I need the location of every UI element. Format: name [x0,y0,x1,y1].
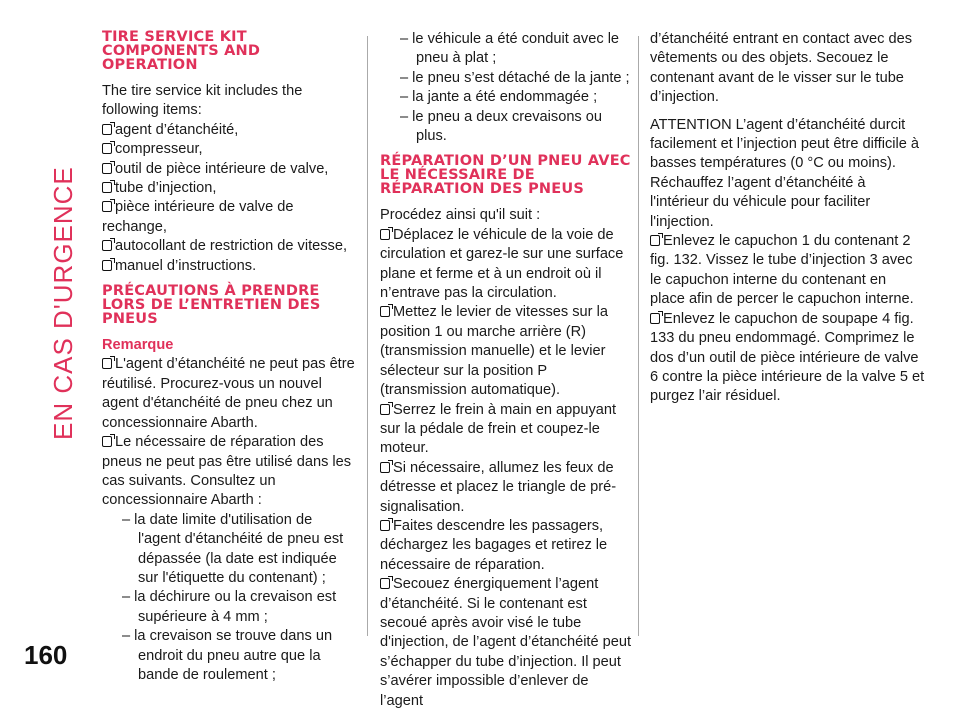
paragraph: Procédez ainsi qu'il suit : [380,207,541,224]
remark-label: Remarque [102,337,174,354]
bullet-icon [102,358,112,369]
bullet-icon [380,578,390,589]
sub-item: – la jante a été endommagée ; [400,89,598,106]
list-item: Le nécessaire de réparation des pneus ne peut pas être utilisé dans les cas suivants. Consultez un concessionnaire Abarth : [102,434,352,509]
sub-item: – le véhicule a été conduit avec le pneu à plat ; [400,31,620,67]
bullet-icon [380,462,390,473]
column-3 [650,30,925,407]
list-item: agent d’étanchéité, [102,121,357,140]
list-item: Mettez le levier de vitesses sur la position 1 ou marche arrière (R) (transmission manuelle) et le levier sélecteur sur la position P (transmission automatique). [380,304,608,399]
sub-item: – la date limite d'utilisation de l'agent d'étanchéité de pneu est dépassée (la date est indiquée sur l'étiquette du contenant) ; [122,511,344,586]
column-divider [367,36,368,636]
list-item: tube d’injection, [102,179,357,198]
sub-item: – la crevaison se trouve dans un endroit du pneu autre que la bande de roulement ; [122,628,333,683]
list-item: manuel d’instructions. [102,257,357,276]
column-divider [638,36,639,636]
heading-precautions: PRÉCAUTIONS À PRENDRE LORS DE L’ENTRETIEN DES PNEUS [102,283,321,328]
list-item: outil de pièce intérieure de valve, [102,160,357,179]
list-item: Si nécessaire, allumez les feux de détresse et placez le triangle de pré-signalisation. [380,459,617,515]
bullet-icon [102,436,112,447]
bullet-icon [102,143,112,154]
bullet-icon [102,201,112,212]
paragraph: The tire service kit includes the following items: [102,83,303,119]
bullet-icon [102,163,112,174]
list-item: Secouez énergiquement l’agent d’étanchéité. Si le contenant est secoué après avoir visé le tube d'injection, de l’agent d’étanchéité peut s’échapper du tube d’injection. Il peut s’avérer impossible d’enlever de l’agent [380,576,632,709]
list-item: autocollant de restriction de vitesse, [102,237,357,256]
heading-tire-service-kit: TIRE SERVICE KIT COMPONENTS AND OPERATION [102,29,261,73]
side-section-title [48,166,88,440]
bullet-icon [380,229,390,240]
sub-item: – le pneu s’est détaché de la jante ; [400,69,630,86]
bullet-icon [102,240,112,251]
bullet-icon [102,260,112,271]
bullet-icon [650,313,660,324]
list-item: Enlevez le capuchon 1 du contenant 2 fig. 132. Vissez le tube d’injection 3 avec le capuchon interne du contenant en place afin de percer le capuchon interne. [650,233,914,308]
bullet-icon [380,520,390,531]
bullet-icon [380,404,390,415]
sub-item: – la déchirure ou la crevaison est supérieure à 4 mm ; [122,589,337,625]
list-item: compresseur, [102,140,357,159]
bullet-icon [102,182,112,193]
side-title-text: EN CAS D'URGENCE [48,166,78,440]
list-item: L'agent d’étanchéité ne peut pas être réutilisé. Procurez-vous un nouvel agent d'étanchéité de pneu chez un concessionnaire Abarth. [102,356,355,431]
sub-item: – le pneu a deux crevaisons ou plus. [400,108,603,145]
column-1 [102,30,357,685]
list-item: Faites descendre les passagers, déchargez les bagages et retirez le nécessaire de réparation. [380,517,608,573]
list-item: Serrez le frein à main en appuyant sur la pédale de frein et coupez-le moteur. [380,401,617,457]
bullet-icon [650,235,660,246]
bullet-icon [102,124,112,135]
paragraph: d’étanchéité entrant en contact avec des vêtements ou des objets. Secouez le contenant avant de le visser sur le tube d’injection. [650,31,913,106]
bullet-icon [380,306,390,317]
list-item: pièce intérieure de valve de rechange, [102,199,294,235]
page-number: 160 [24,640,68,670]
column-2 [380,30,635,711]
attention-paragraph: ATTENTION L’agent d’étanchéité durcit facilement et l’injection peut être difficile à basses températures (0 °C ou moins). Réchauffez l’agent d’étanchéité à l'intérieur du véhicule pour faciliter l'injection. [650,116,920,230]
list-item: Déplacez le véhicule de la voie de circulation et garez-le sur une surface plane et ferme et à un endroit où il n’entrave pas la circulation. [380,226,624,302]
list-item: Enlevez le capuchon de soupape 4 fig. 133 du pneu endommagé. Comprimez le dos d’un outil de pièce intérieure de valve 6 contre la pièce intérieure de la valve 5 et purgez l’air résiduel. [650,310,925,405]
heading-repair: RÉPARATION D’UN PNEU AVEC LE NÉCESSAIRE DE RÉPARATION DES PNEUS [380,153,631,198]
